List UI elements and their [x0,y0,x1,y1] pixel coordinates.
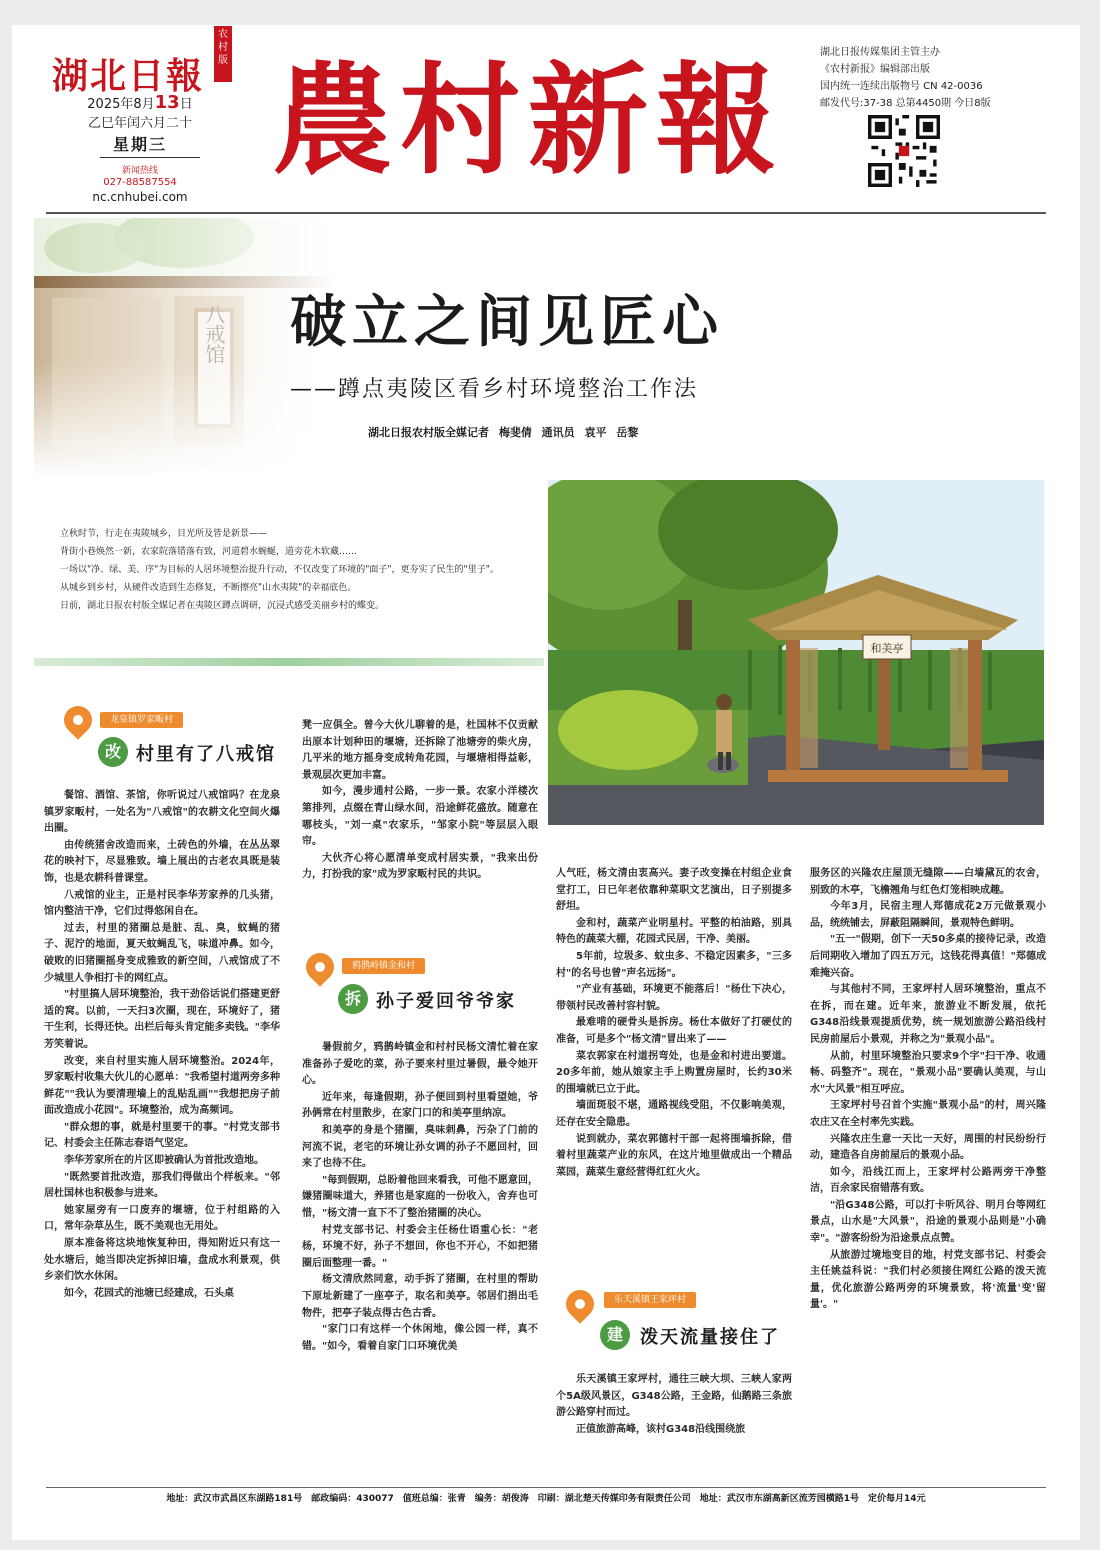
issue-date: 2025年8月13日 [87,92,193,113]
article-column-3-bottom: 乐天溪镇王家坪村，通往三峡大坝、三峡人家两个5A级风景区，G348公路，王金路，仙鹅路三条旅游公路穿村而过。 正值旅游高峰，该村G348沿线围绕旅 [556,1374,792,1435]
headline: 破立之间见匠心 [290,290,724,355]
pavilion-sign-text: 和美亭 [870,642,904,655]
pavilion-photo [548,480,1044,825]
section-location: 鸦鹊岭镇金和村 [342,958,425,974]
green-divider [34,658,544,666]
lunar-date: 乙巳年闰六月二十 [87,116,192,131]
weekday: 星期三 [112,135,167,154]
hubei-daily-logo: 湖北日報 [52,55,205,97]
publication-info: 湖北日报传媒集团主管主办 《农村新报》编辑部出版 国内统一连续出版物号 CN 42-0036 邮发代号:37-38 总第4450期 今日8版 [820,47,991,109]
section-location: 乐天溪镇王家坪村 [604,1292,696,1308]
hero-photo-wall [34,218,334,478]
section-badge: 改 [98,737,128,767]
section-title: 孙子爱回爷爷家 [376,991,516,1012]
article-column-4: 服务区的兴隆农庄屋顶无缝隙——白墙黛瓦的农舍，别致的木亭，飞檐翘角与红色灯笼相映成趣。 今年3月，民宿主理人郑德成花2万元做景观小品，统统铺去，屏蔽阻隔瞬间，景观特色鲜明。 "五一"假期，创下一天50多桌的接待记录，改造后同期收入增加了四五万元，这钱花得真值！"郑德成难掩兴奋。 与其他村不同，王家坪村人居环境整治，重点不在拆，而在建。近年来，旅游业不断发展，依托G348沿线景观提质优势，统一规划旅游公路沿线村民房前屋后小景观，并称之为"景观小品"。 从前，村里环境整治只要求9个字"扫干净、收通畅、码整齐"。现在，"景观小品"要确认美观，与山水"大风景"相互呼应。 王家坪村号召首个实施"景观小品"的村，周兴隆农庄又在全村率先实践。 兴隆农庄生意一天比一天好，周围的村民纷纷行动，建造各自房前屋后的景观小品。 如今，沿线江而上，王家坪村公路两旁干净整洁，百余家民宿错落有致。 "沿G348公路，可以打卡听风谷、明月台等网红景点，山水是"大风景"，沿途的景观小品则是"小确幸"。"游客纷纷为沿途景点点赞。 从旅游过境地变目的地，村党支部书记、村委会主任姚益科说："我们村必须接住网红公路的泼天流量，优化旅游公路两旁的环境景致，将'流量'变'留量'。" [810,868,1046,1311]
section-title: 村里有了八戒馆 [136,744,276,765]
byline: 湖北日报农村版全媒记者 梅斐倩 通讯员 袁平 岳黎 [368,426,639,439]
section-location: 龙泉镇罗家畈村 [100,712,183,728]
hotline-label: 新闻热线 [121,166,158,176]
edition-tag: 农村版 [214,26,232,82]
newspaper-title: 農村新報 [272,50,784,191]
website-link[interactable]: nc.cnhubei.com [92,190,188,204]
hotline-number: 027-88587554 [103,177,177,188]
masthead-rule [46,212,1046,214]
subheadline: ——蹲点夷陵区看乡村环境整治工作法 [290,377,699,402]
section-badge: 拆 [338,984,368,1014]
article-intro: 立秋时节，行走在夷陵城乡，目光所及皆是新景—— 背街小巷焕然一新，农家院落错落有致，河道碧水蜿蜒，道旁花木软藏…… 一场以"净、绿、美、序"为目标的人居环境整治提升行动，不仅改变了环境的"面子"，更夯实了民生的"里子"。 从城乡到乡村，从硬件改造到生态修复，不断擦亮"山水夷陵"的幸福底色。 日前，湖北日报农村版全媒记者在夷陵区蹲点调研，沉浸式感受美丽乡村的蝶变。 [60,529,499,611]
footer-info: 地址：武汉市武昌区东湖路181号 邮政编码：430077 值班总编：张青 编务：胡俊涛 印刷：湖北楚天传媒印务有限责任公司 地址：武汉市东湖高新区流芳园横路1号 定价每月14元 [166,1494,926,1504]
divider [100,157,200,158]
section-title: 泼天流量接住了 [640,1327,780,1348]
article-column-3-top: 人气旺，杨文清由衷高兴。妻子改变操在村组企业食堂打工，日已年老依靠种菜职文艺演出，日子别提多舒坦。 金和村，蔬菜产业明星村。平整的柏油路，别具特色的蔬菜大棚，花园式民居，干净、美丽。 5年前，垃圾多、蚊虫多、不稳定因素多，"三多村"的名号也曾"声名远扬"。 "产业有基础，环境更不能落后！"杨仕下决心，带领村民改善村容村貌。 最难啃的硬骨头是拆房。杨仕本做好了打硬仗的准备，可是多个"杨文清"冒出来了—— 菜农郭家在村道拐弯处，也是金和村进出要道。20多年前，她从娘家主手上购置房屋时，长约30米的围墙就已立于此。 墙面斑驳不堪，通路视线受阻，不仅影响美观，还存在安全隐患。 说到就办，菜农郭德村干部一起将围墙拆除，借着村里蔬菜产业的东风，在这片地里做成出一个精品菜园，蔬菜生意经营得红红火火。 [556,868,792,1178]
article-column-2-bottom: 暑假前夕，鸦鹊岭镇金和村村民杨文清忙着在家准备孙子爱吃的菜，孙子要来村里过暑假，最令她开心。 近年来，每逢假期，孙子便回到村里看望她，爷孙俩常在村里散步，在家门口的和美亭里纳凉。 和美亭的身是个猪圈，臭味刺鼻，污杂了门前的河流不说，老宅的环境让孙女调的孙子不愿回村，回来了也待不住。 "每到假期，总盼着他回来看我，可他不愿意回，嫌猪圈味道大，养猪也是家庭的一份收入，舍弃也可惜，"杨文清一直下不了整治猪圈的决心。 村党支部书记、村委会主任杨仕语重心长："老杨，环境不好，孙子不想回，你也不开心，不如把猪圈后面整理一番。" 杨文清欣然同意，动手拆了猪圈，在村里的帮助下原址新建了一座亭子，取名和美亭。邻居们捐出毛物件，把亭子装点得古色古香。 "家门口有这样一个休闲地，像公园一样，真不错。"如今，看着自家门口环境优美 [302,1042,538,1352]
article-column-1: 餐馆、酒馆、茶馆，你听说过八戒馆吗？在龙泉镇罗家畈村，一处名为"八戒馆"的农耕文化空间火爆出圈。 由传统猪舍改造而来，土砖色的外墙，在丛丛翠花的映衬下，尽显雅致。墙上展出的古老农具既是装饰，也是农耕科普课堂。 八戒馆的业主，正是村民李华芳家养的几头猪，馆内整洁干净，它们过得悠闲自在。 过去，村里的猪圈总是脏、乱、臭，蚊蝇的猪子、泥泞的地面，夏天蚊蝇乱飞，味道冲鼻。如今，破败的旧猪圈摇身变成雅致的新空间，八戒馆成了不少城里人争相打卡的网红点。 "村里搞人居环境整治，我干劲俗话说们搭建更舒适的窝。以前，一天扫3次圈，现在，环境好了，猪干生利，长得还快。出栏后每头肯定能多卖钱。"李华芳笑着说。 改变，来自村里实施人居环境整治。2024年，罗家畈村收集大伙儿的心愿单："我希望村道两旁多种鲜花""我认为要清理墙上的乱贴乱画""我想把房子前面改造成小花园"。环境整治，成为高频词。 "群众想的事，就是村里要干的事。"村党支部书记、村委会主任陈志春语气坚定。 李华芳家所在的片区即被确认为首批改造地。 "既然要首批改造，那我们得做出个样板来。"邻居杜国林也积极参与进来。 她家屋旁有一口废弃的堰塘，位于村组路的入口，常年杂草丛生，既不美观也无用处。 原本准备将这块地恢复种田，得知附近只有这一处水塘后，她当即决定拆掉旧墙，盘成水利景观，供乡亲们饮水休闲。 如今，花园式的池塘已经建成，石头桌 [44,790,280,1299]
section-badge: 建 [600,1320,630,1350]
footer-rule [46,1487,1046,1488]
article-column-2-top: 凳一应俱全。曾今大伙儿聊着的是，杜国林不仅贡献出原本计划种田的堰塘，还拆除了池塘旁的柴火房，几平米的地方摇身变成转角花园，与堰塘相得益彰，景观层次更加丰富。 如今，漫步通村公路，一步一景。农家小洋楼次第排列，点缀在青山绿水间，沿途鲜花盛放。随意在哪枝头，"刘一桌"农家乐，"邹家小院"等层层入眼帘。 大伙齐心将心愿清单变成村居实景，"我来出份力，打扮我的家"成为罗家畈村民的共识。 [302,720,538,881]
qr-code-icon[interactable] [868,115,940,187]
